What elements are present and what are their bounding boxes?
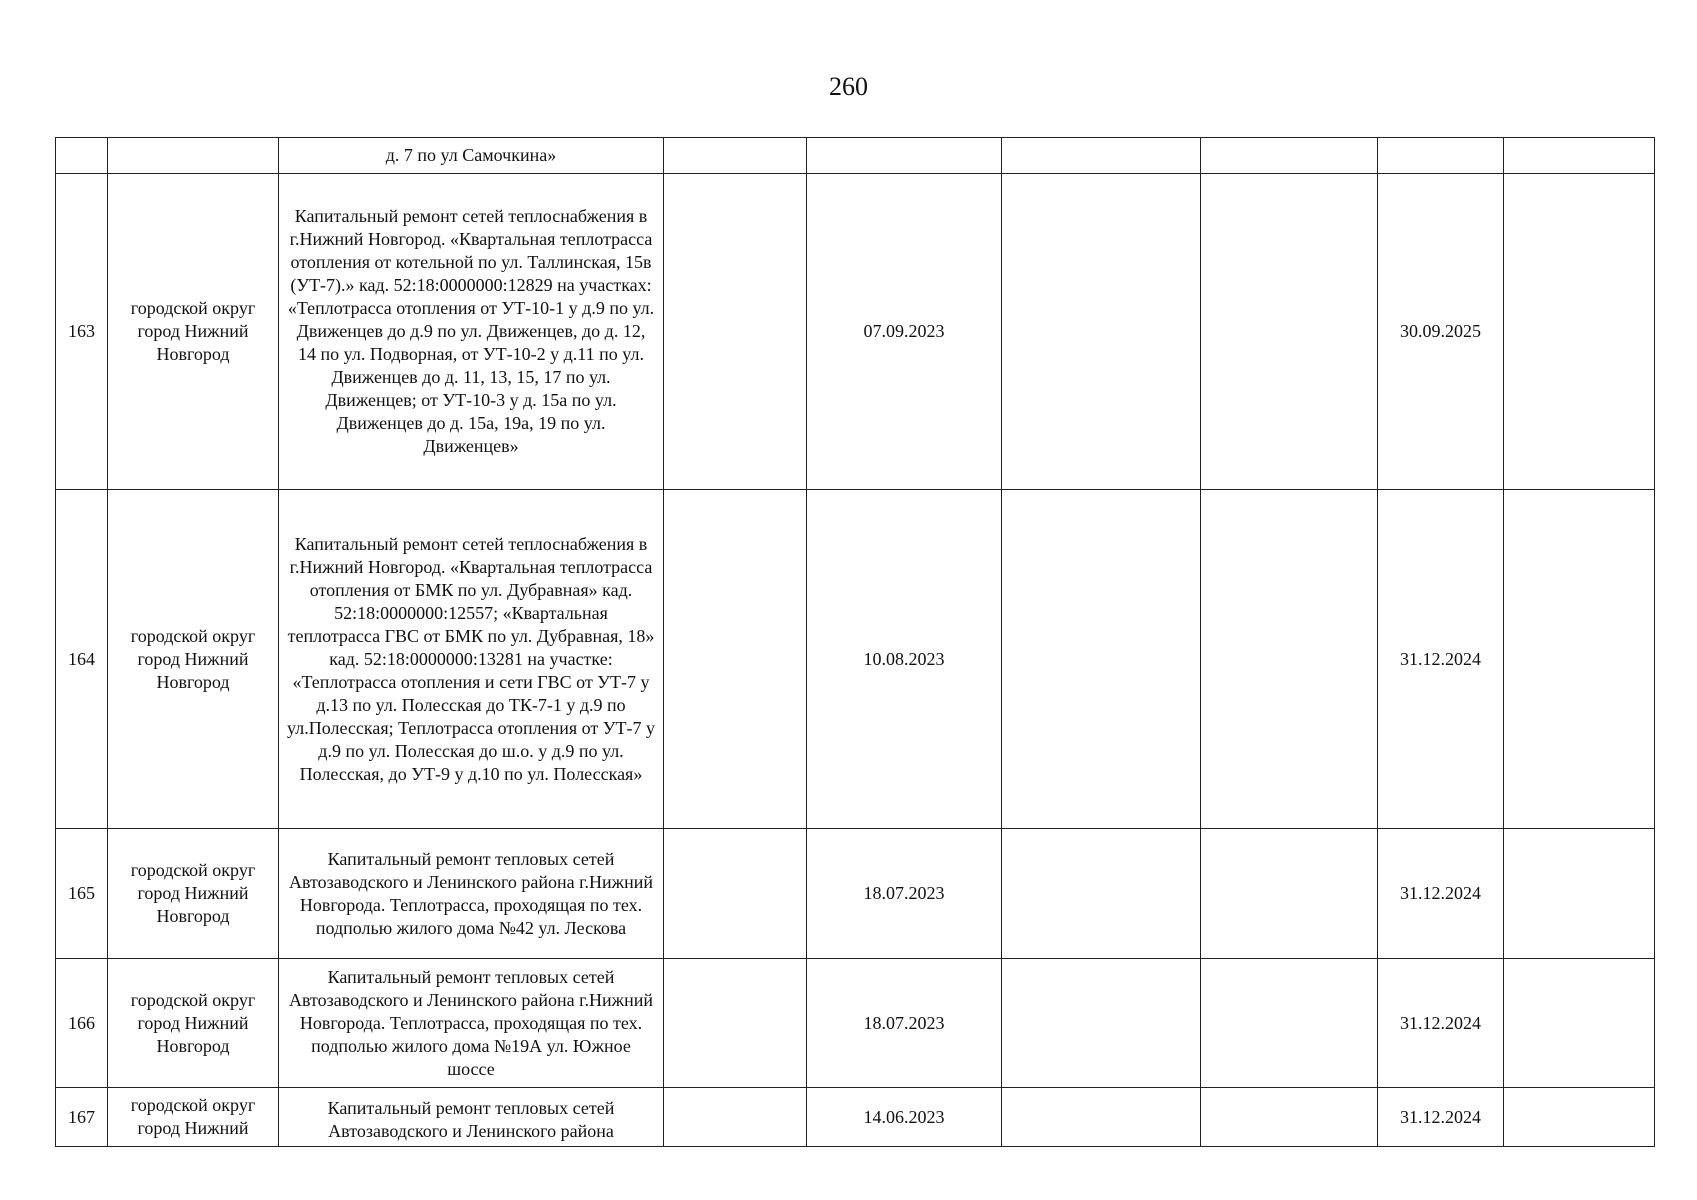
table-row-continued <box>56 138 1655 174</box>
cell-empty <box>1002 1088 1201 1147</box>
cell-empty <box>1002 829 1201 959</box>
cell-empty <box>1504 174 1655 490</box>
cell-description: д. 7 по ул Самочкина» <box>279 138 664 174</box>
cell-region: городской округ город Нижний Новгород <box>108 174 279 490</box>
cell-num: 166 <box>56 959 108 1088</box>
table-row <box>56 829 1655 959</box>
cell-empty <box>1002 138 1201 174</box>
cell-date-end <box>1378 138 1504 174</box>
cell-description: Капитальный ремонт тепловых сетей Автозаводского и Ленинского района г.Нижний Новгорода. Теплотрасса, проходящая по тех. подполью жилого дома №42 ул. Лескова <box>279 829 664 959</box>
cell-date-start: 10.08.2023 <box>807 490 1002 829</box>
cell-empty <box>664 959 807 1088</box>
table-row <box>56 490 1655 829</box>
cell-empty <box>1504 829 1655 959</box>
cell-region: городской округ город Нижний Новгород <box>108 829 279 959</box>
cell-description: Капитальный ремонт сетей теплоснабжения в г.Нижний Новгород. «Квартальная теплотрасса отопления от котельной по ул. Таллинская, 15в (УТ-7).» кад. 52:18:0000000:12829 на участках: «Теплотрасса отопления от УТ-10-1 у д.9 по ул. Движенцев до д.9 по ул. Движенцев, до д. 12, 14 по ул. Подворная, от УТ-10-2 у д.11 по ул. Движенцев до д. 11, 13, 15, 17 по ул. Движенцев; от УТ-10-3 у д. 15а по ул. Движенцев до д. 15а, 19а, 19 по ул. Движенцев» <box>279 174 664 490</box>
cell-empty <box>1201 174 1378 490</box>
cell-empty <box>1201 490 1378 829</box>
cell-empty <box>1504 1088 1655 1147</box>
cell-date-end: 31.12.2024 <box>1378 490 1504 829</box>
cell-empty <box>1201 1088 1378 1147</box>
cell-empty <box>1201 138 1378 174</box>
cell-num: 165 <box>56 829 108 959</box>
table-row <box>56 959 1655 1088</box>
cell-empty <box>1201 829 1378 959</box>
cell-num: 163 <box>56 174 108 490</box>
cell-region-text: городской округ город Нижний <box>130 1095 256 1138</box>
cell-empty <box>664 1088 807 1147</box>
cell-date-start: 07.09.2023 <box>807 174 1002 490</box>
table-row-partial <box>56 1088 1655 1147</box>
table-row <box>56 174 1655 490</box>
cell-region: городской округ город Нижний Новгород <box>108 959 279 1088</box>
cell-region <box>108 1088 279 1147</box>
cell-empty <box>1201 959 1378 1088</box>
cell-description: Капитальный ремонт тепловых сетей Автозаводского и Ленинского района г.Нижний Новгорода. Теплотрасса, проходящая по тех. подполью жилого дома №19А ул. Южное шоссе <box>279 959 664 1088</box>
cell-empty <box>1504 138 1655 174</box>
cell-region <box>108 138 279 174</box>
cell-date-end: 31.12.2024 <box>1378 959 1504 1088</box>
cell-empty <box>664 829 807 959</box>
cell-empty <box>1002 174 1201 490</box>
cell-empty <box>664 174 807 490</box>
cell-date-end: 31.12.2024 <box>1378 1088 1504 1147</box>
cell-empty <box>1002 490 1201 829</box>
cell-empty <box>664 490 807 829</box>
cell-description <box>279 1088 664 1147</box>
cell-num: 164 <box>56 490 108 829</box>
cell-region: городской округ город Нижний Новгород <box>108 490 279 829</box>
register-table <box>55 137 1655 1147</box>
cell-date-start: 14.06.2023 <box>807 1088 1002 1147</box>
cell-date-end: 31.12.2024 <box>1378 829 1504 959</box>
cell-empty <box>1002 959 1201 1088</box>
cell-date-end: 30.09.2025 <box>1378 174 1504 490</box>
cell-date-start: 18.07.2023 <box>807 959 1002 1088</box>
cell-num <box>56 138 108 174</box>
cell-empty <box>664 138 807 174</box>
cell-num: 167 <box>56 1088 108 1147</box>
page-number: 260 <box>829 72 868 101</box>
cell-date-start: 18.07.2023 <box>807 829 1002 959</box>
cell-description-text: Капитальный ремонт тепловых сетей Автозаводского и Ленинского района <box>327 1098 615 1141</box>
cell-description: Капитальный ремонт сетей теплоснабжения в г.Нижний Новгород. «Квартальная теплотрасса отопления от БМК по ул. Дубравная» кад. 52:18:0000000:12557; «Квартальная теплотрасса ГВС от БМК по ул. Дубравная, 18» кад. 52:18:0000000:13281 на участке: «Теплотрасса отопления и сети ГВС от УТ-7 у д.13 по ул. Полесская до ТК-7-1 у д.9 по ул.Полесская; Теплотрасса отопления от УТ-7 у д.9 по ул. Полесская до ш.о. у д.9 по ул. Полесская, до УТ-9 у д.10 по ул. Полесская» <box>279 490 664 829</box>
cell-empty <box>1504 959 1655 1088</box>
cell-empty <box>1504 490 1655 829</box>
cell-date-start <box>807 138 1002 174</box>
